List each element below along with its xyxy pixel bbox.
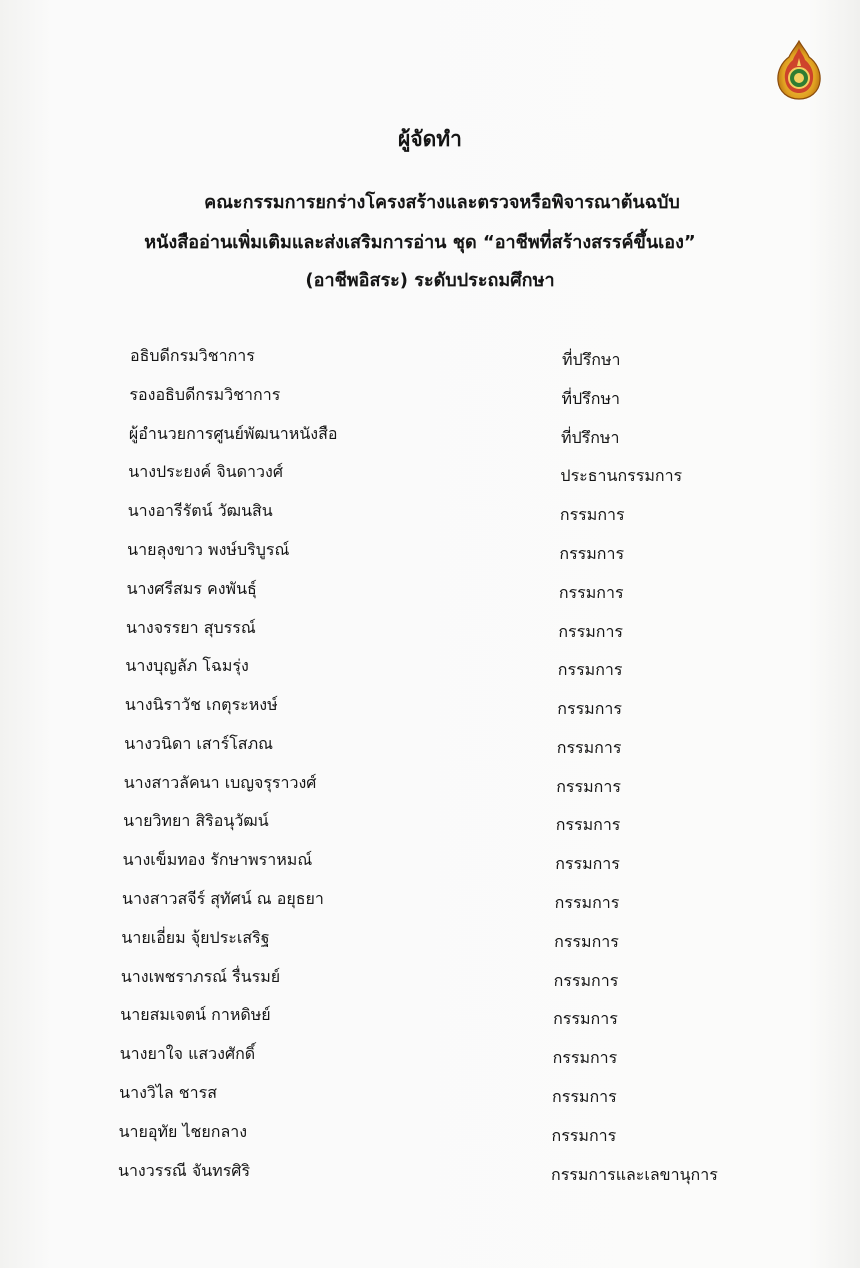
member-name: นางจรรยา สุบรรณ์ xyxy=(126,617,256,637)
ministry-emblem-icon xyxy=(776,40,822,100)
member-role: ที่ปรึกษา xyxy=(560,427,620,447)
committee-row xyxy=(0,806,860,836)
member-name: นางอารีรัตน์ วัฒนสิน xyxy=(127,501,273,521)
committee-row xyxy=(0,419,860,449)
member-role: กรรมการ xyxy=(553,970,619,990)
committee-row xyxy=(0,341,860,371)
committee-row xyxy=(0,923,860,953)
member-role: ประธานกรรมการ xyxy=(560,466,683,486)
member-name: นางบุญลัภ โฉมรุ่ง xyxy=(125,656,249,676)
member-name: นายลุงขาว พงษ์บริบูรณ์ xyxy=(127,539,290,559)
member-role: ที่ปรึกษา xyxy=(561,388,620,408)
member-name: นางประยงค์ จินดาวงศ์ xyxy=(128,462,283,482)
member-name: นางวนิดา เสาร์โสภณ xyxy=(124,733,273,753)
member-name: นางเข็มทอง รักษาพราหมณ์ xyxy=(122,850,313,870)
member-role: กรรมการ xyxy=(558,582,624,602)
committee-row xyxy=(0,496,860,526)
subtitle-line-2: หนังสืออ่านเพิ่มเติมและส่งเสริมการอ่าน ชุด “อาชีพที่สร้างสรรค์ขึ้นเอง” xyxy=(144,232,696,253)
member-name: นางวิไล ชารส xyxy=(119,1083,217,1103)
member-name: นางเพชราภรณ์ รื่นรมย์ xyxy=(120,966,281,986)
member-role: กรรมการ xyxy=(554,931,619,951)
member-name: นายอุทัย ไชยกลาง xyxy=(118,1121,248,1141)
committee-row xyxy=(0,845,860,875)
member-role: กรรมการ xyxy=(556,737,622,757)
member-role: กรรมการ xyxy=(555,854,620,874)
member-name: นายวิทยา สิริอนุวัฒน์ xyxy=(123,811,269,831)
member-role: กรรมการ xyxy=(552,1048,618,1068)
subtitle-line-1: คณะกรรมการยกร่างโครงสร้างและตรวจหรือพิจารณาต้นฉบับ xyxy=(204,192,680,213)
member-role: กรรมการ xyxy=(558,621,624,641)
page-title: ผู้จัดทำ xyxy=(398,127,462,151)
committee-row xyxy=(0,1000,860,1030)
committee-row xyxy=(0,1156,860,1186)
committee-row xyxy=(0,651,860,681)
committee-row xyxy=(0,457,860,487)
member-role: กรรมการ xyxy=(556,776,621,796)
committee-row xyxy=(0,962,860,992)
member-name: อธิบดีกรมวิชาการ xyxy=(130,346,255,365)
committee-row xyxy=(0,1039,860,1069)
member-name: นางนิราวัช เกตุระหงษ์ xyxy=(124,695,278,715)
member-role: ที่ปรึกษา xyxy=(562,350,621,369)
committee-row xyxy=(0,574,860,604)
member-name: นางวรรณี จันทรศิริ xyxy=(118,1160,251,1180)
member-name: นางสาวสจีร์ สุทัศน์ ณ อยุธยา xyxy=(122,889,324,909)
member-name: นางสาวลัคนา เบญจรุราวงศ์ xyxy=(123,772,317,792)
member-role: กรรมการ xyxy=(551,1125,617,1145)
committee-row xyxy=(0,690,860,720)
member-name: นางยาใจ แสวงศักดิ์ xyxy=(119,1044,256,1064)
committee-row xyxy=(0,729,860,759)
member-role: กรรมการ xyxy=(559,543,625,563)
member-role: กรรมการและเลขานุการ xyxy=(551,1164,718,1184)
member-name: นางศรีสมร คงพันธุ์ xyxy=(126,578,257,598)
member-role: กรรมการ xyxy=(552,1087,617,1107)
member-name: นายสมเจตน์ กาหดิษย์ xyxy=(120,1005,271,1025)
committee-row xyxy=(0,768,860,798)
member-role: กรรมการ xyxy=(557,660,623,680)
member-role: กรรมการ xyxy=(553,1009,618,1029)
committee-row xyxy=(0,380,860,410)
member-name: ผู้อำนวยการศูนย์พัฒนาหนังสือ xyxy=(128,423,338,443)
member-role: กรรมการ xyxy=(559,505,625,525)
member-name: รองอธิบดีกรมวิชาการ xyxy=(129,384,281,404)
committee-row xyxy=(0,884,860,914)
committee-row xyxy=(0,613,860,643)
member-role: กรรมการ xyxy=(554,893,620,913)
committee-row xyxy=(0,1117,860,1147)
member-role: กรรมการ xyxy=(555,815,621,835)
committee-row xyxy=(0,1078,860,1108)
subtitle-line-3: (อาชีพอิสระ) ระดับประถมศึกษา xyxy=(305,270,555,291)
committee-row xyxy=(0,535,860,565)
member-role: กรรมการ xyxy=(557,699,622,719)
member-name: นายเอี่ยม จุ้ยประเสริฐ xyxy=(121,927,270,947)
